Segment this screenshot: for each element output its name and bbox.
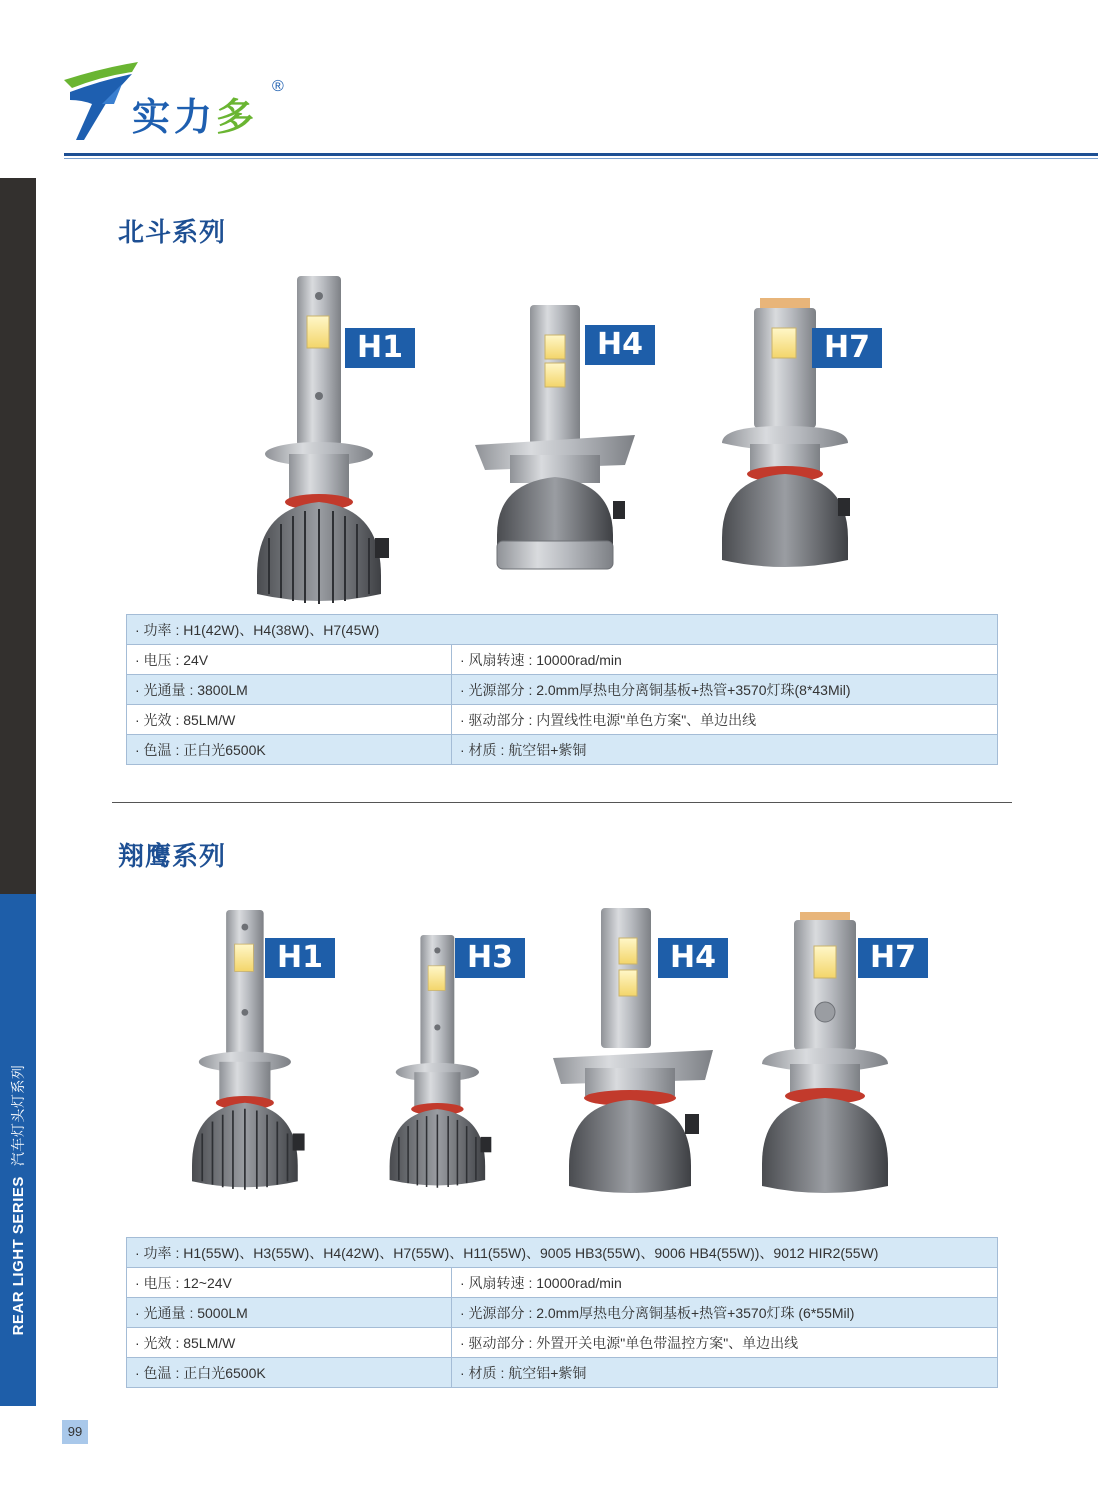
sidebar-series-cn: 汽车灯头灯系列 [10, 1064, 26, 1167]
model-tag-h1: H1 [345, 328, 415, 368]
sidebar-dark-band [0, 178, 36, 894]
model-tag-h3-xy: H3 [455, 938, 525, 978]
section1-title: 北斗系列 [118, 218, 227, 248]
section2-spec-table [126, 1237, 998, 1388]
registered-mark: ® [272, 78, 284, 95]
page-number: 99 [62, 1420, 88, 1444]
brand-name: 实力多 [132, 95, 259, 139]
brand-logo [62, 60, 302, 145]
spec-efficacy: · 光效 : 85LM/W [127, 1328, 452, 1358]
spec-driver: · 驱动部分 : 内置线性电源"单色方案"、单边出线 [452, 705, 998, 735]
model-tag-h4: H4 [585, 325, 655, 365]
spec-material: · 材质 : 航空铝+紫铜 [452, 735, 998, 765]
spec-light-source: · 光源部分 : 2.0mm厚热电分离铜基板+热管+3570灯珠 (6*55Mil) [452, 1298, 998, 1328]
spec-voltage: · 电压 : 12~24V [127, 1268, 452, 1298]
sidebar-series-en: REAR LIGHT SERIES [10, 1176, 27, 1336]
spec-luminous-flux: · 光通量 : 5000LM [127, 1298, 452, 1328]
sidebar-series-label [0, 1020, 36, 1380]
spec-power: · 功率 : H1(42W)、H4(38W)、H7(45W) [127, 615, 998, 645]
section2-title: 翔鹰系列 [118, 842, 227, 872]
spec-luminous-flux: · 光通量 : 3800LM [127, 675, 452, 705]
spec-voltage: · 电压 : 24V [127, 645, 452, 675]
model-tag-h4-xy: H4 [658, 938, 728, 978]
spec-fan-speed: · 风扇转速 : 10000rad/min [452, 645, 998, 675]
model-tag-h1-xy: H1 [265, 938, 335, 978]
spec-driver: · 驱动部分 : 外置开关电源"单色带温控方案"、单边出线 [452, 1328, 998, 1358]
spec-light-source: · 光源部分 : 2.0mm厚热电分离铜基板+热管+3570灯珠(8*43Mil) [452, 675, 998, 705]
header-divider [64, 153, 1098, 156]
section1-spec-table [126, 614, 998, 765]
section-divider [112, 802, 1012, 803]
spec-power: · 功率 : H1(55W)、H3(55W)、H4(42W)、H7(55W)、H11(55W)、9005 HB3(55W)、9006 HB4(55W))、9012 HIR2(55W) [127, 1238, 998, 1268]
brand-swoosh-icon [62, 60, 142, 145]
spec-fan-speed: · 风扇转速 : 10000rad/min [452, 1268, 998, 1298]
spec-color-temp: · 色温 : 正白光6500K [127, 1358, 452, 1388]
spec-material: · 材质 : 航空铝+紫铜 [452, 1358, 998, 1388]
spec-color-temp: · 色温 : 正白光6500K [127, 735, 452, 765]
spec-efficacy: · 光效 : 85LM/W [127, 705, 452, 735]
model-tag-h7-xy: H7 [858, 938, 928, 978]
bulb-image-h1 [255, 276, 395, 616]
header-divider-thin [64, 158, 1098, 159]
model-tag-h7: H7 [812, 328, 882, 368]
